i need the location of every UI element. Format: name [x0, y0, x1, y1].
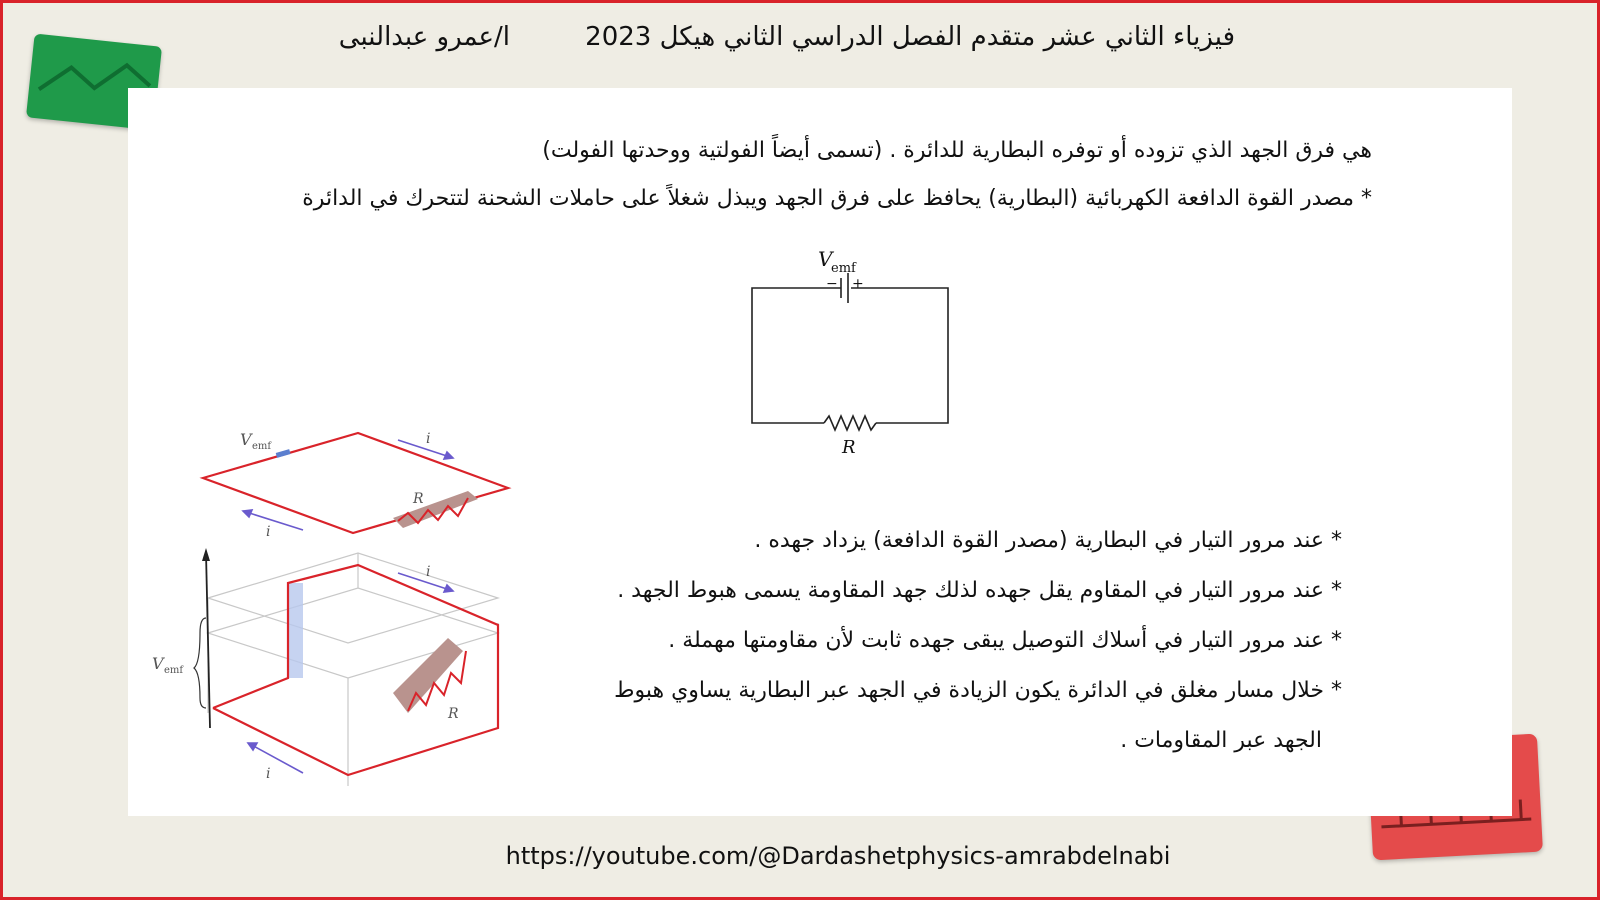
content-card: [128, 88, 1512, 816]
circuit-source-label: V: [818, 247, 833, 271]
flat-resistor-block: [393, 491, 478, 528]
flat-resistor-label: R: [413, 491, 424, 507]
bullet-battery: * عند مرور التيار في البطارية (مصدر القوة الدافعة) يزداد جهده .: [754, 528, 1342, 553]
potential-3d-diagram: [148, 333, 548, 782]
box-vemf-label: V: [152, 654, 164, 673]
battery-rise-strip: [288, 583, 303, 678]
flat-current-label-top: i: [426, 431, 431, 447]
bullet-wires: * عند مرور التيار في أسلاك التوصيل يبقى جهده ثابت لأن مقاومتها مهملة .: [668, 628, 1342, 653]
author-name: ا/عمرو عبدالنبى: [338, 22, 510, 52]
circuit-diagram: [728, 238, 968, 468]
flat-vemf-sub: emf: [252, 441, 272, 452]
definition-text: هي فرق الجهد الذي تزوده أو توفره البطارية للدائرة . (تسمى أيضاً الفولتية ووحدتها الفولت): [542, 138, 1372, 163]
flat-battery-icon: [276, 449, 291, 458]
page-title: فيزياء الثاني عشر متقدم الفصل الدراسي الثاني هيكل 2023: [585, 22, 1235, 52]
circuit-plus-sign: +: [852, 276, 864, 292]
circuit-source-sub: emf: [831, 261, 856, 276]
bullet-loop-continued: الجهد عبر المقاومات .: [1120, 728, 1322, 753]
vemf-brace: [194, 618, 206, 708]
circuit-minus-sign: −: [826, 276, 838, 292]
circuit-resistor-label: R: [842, 437, 856, 458]
box-resistor-label: R: [448, 706, 459, 722]
circuit-wires: [752, 273, 948, 430]
flat-current-label-bottom: i: [266, 524, 271, 540]
bullet-resistor: * عند مرور التيار في المقاوم يقل جهده لذلك جهد المقاومة يسمى هبوط الجهد .: [617, 578, 1342, 603]
box-current-label-top: i: [426, 564, 431, 580]
box-outline: [208, 553, 498, 786]
bullet-loop: * خلال مسار مغلق في الدائرة يكون الزيادة في الجهد عبر البطارية يساوي هبوط: [614, 678, 1342, 703]
source-note-text: * مصدر القوة الدافعة الكهربائية (البطارية) يحافظ على فرق الجهد ويبذل شغلاً على حاملات الشحنة لتتحرك في الدائرة: [302, 186, 1372, 211]
box-current-label-bottom: i: [266, 766, 271, 782]
box-vemf-sub: emf: [164, 665, 184, 676]
youtube-channel-link[interactable]: https://youtube.com/@Dardashetphysics-amrabdelnabi: [505, 842, 1171, 870]
flat-vemf-label: V: [240, 430, 252, 449]
